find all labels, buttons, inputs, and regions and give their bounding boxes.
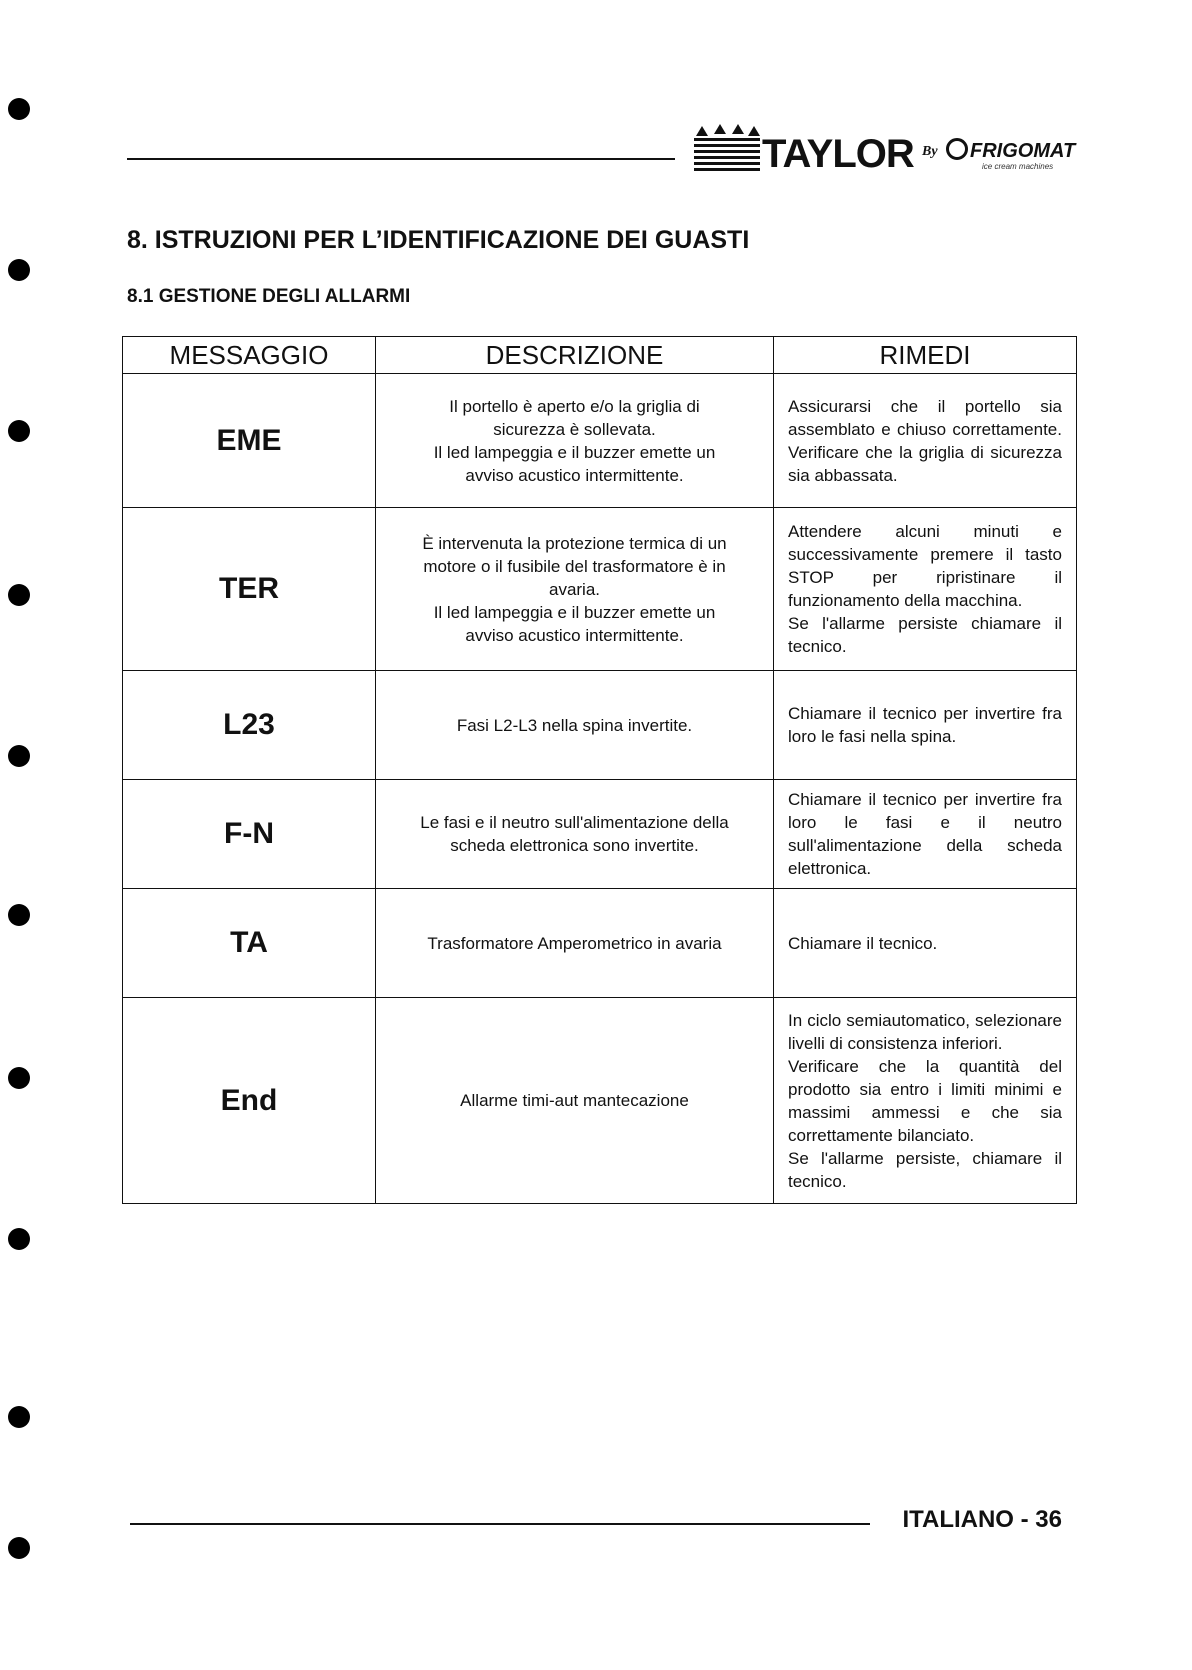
brand-name: TAYLOR: [762, 132, 914, 176]
punch-hole: [8, 745, 30, 767]
alarm-remedy: Chiamare il tecnico per invertire fra loro le fasi nella spina.: [774, 671, 1077, 780]
punch-hole: [8, 1228, 30, 1250]
table-header-row: [123, 337, 1077, 374]
alarm-remedy: Chiamare il tecnico.: [774, 889, 1077, 998]
alarm-code: L23: [123, 671, 376, 780]
table-row: [123, 671, 1077, 780]
alarm-code: TER: [123, 508, 376, 671]
alarm-code: TA: [123, 889, 376, 998]
punch-hole: [8, 1406, 30, 1428]
partner-name: FRIGOMAT: [970, 140, 1076, 162]
alarm-description: È intervenuta la protezione termica di un motore o il fusibile del trasformatore è in avaria. Il led lampeggia e il buzzer emette un avviso acustico intermittente.: [376, 508, 774, 671]
table-row: [123, 374, 1077, 508]
alarm-description: Le fasi e il neutro sull'alimentazione della scheda elettronica sono invertite.: [376, 780, 774, 889]
punch-hole: [8, 259, 30, 281]
punch-hole: [8, 98, 30, 120]
punch-hole: [8, 1537, 30, 1559]
alarm-remedy: In ciclo semiautomatico, selezionare livelli di consistenza inferiori. Verificare che la quantità del prodotto sia entro i limiti minimi e massimi ammessi e che sia correttamente bilanciato. Se l'allarme persiste, chiamare il tecnico.: [774, 998, 1077, 1204]
column-header-messaggio: MESSAGGIO: [123, 337, 376, 374]
partner-tagline: ice cream machines: [982, 162, 1054, 171]
brand-by: By: [922, 144, 938, 159]
alarm-remedy: Attendere alcuni minuti e successivamente premere il tasto STOP per ripristinare il funzionamento della macchina. Se l'allarme persiste chiamare il tecnico.: [774, 508, 1077, 671]
column-header-descrizione: DESCRIZIONE: [376, 337, 774, 374]
punch-hole: [8, 420, 30, 442]
alarm-table: [122, 336, 1077, 1204]
brand-logo: [690, 124, 1076, 184]
table-row: [123, 889, 1077, 998]
alarm-description: Allarme timi-aut mantecazione: [376, 998, 774, 1204]
alarm-code: EME: [123, 374, 376, 508]
alarm-description: Trasformatore Amperometrico in avaria: [376, 889, 774, 998]
alarm-code: End: [123, 998, 376, 1204]
table-row: [123, 780, 1077, 889]
alarm-code: F-N: [123, 780, 376, 889]
punch-hole: [8, 1067, 30, 1089]
alarm-description: Fasi L2-L3 nella spina invertite.: [376, 671, 774, 780]
frigomat-mark-icon: [946, 138, 968, 160]
alarm-remedy: Chiamare il tecnico per invertire fra loro le fasi e il neutro sull'alimentazione della scheda elettronica.: [774, 780, 1077, 889]
page-footer-label: ITALIANO - 36: [902, 1506, 1062, 1533]
section-title: 8. ISTRUZIONI PER L’IDENTIFICAZIONE DEI GUASTI: [127, 226, 750, 254]
table-row: [123, 998, 1077, 1204]
column-header-rimedi: RIMEDI: [774, 337, 1077, 374]
crown-icon: [694, 124, 760, 170]
header-rule: [127, 158, 675, 160]
punch-hole: [8, 584, 30, 606]
punch-hole: [8, 904, 30, 926]
table-row: [123, 508, 1077, 671]
alarm-description: Il portello è aperto e/o la griglia di sicurezza è sollevata. Il led lampeggia e il buzzer emette un avviso acustico intermittente.: [376, 374, 774, 508]
footer-rule: [130, 1523, 870, 1525]
subsection-title: 8.1 GESTIONE DEGLI ALLARMI: [127, 286, 411, 307]
alarm-remedy: Assicurarsi che il portello sia assemblato e chiuso correttamente. Verificare che la griglia di sicurezza sia abbassata.: [774, 374, 1077, 508]
